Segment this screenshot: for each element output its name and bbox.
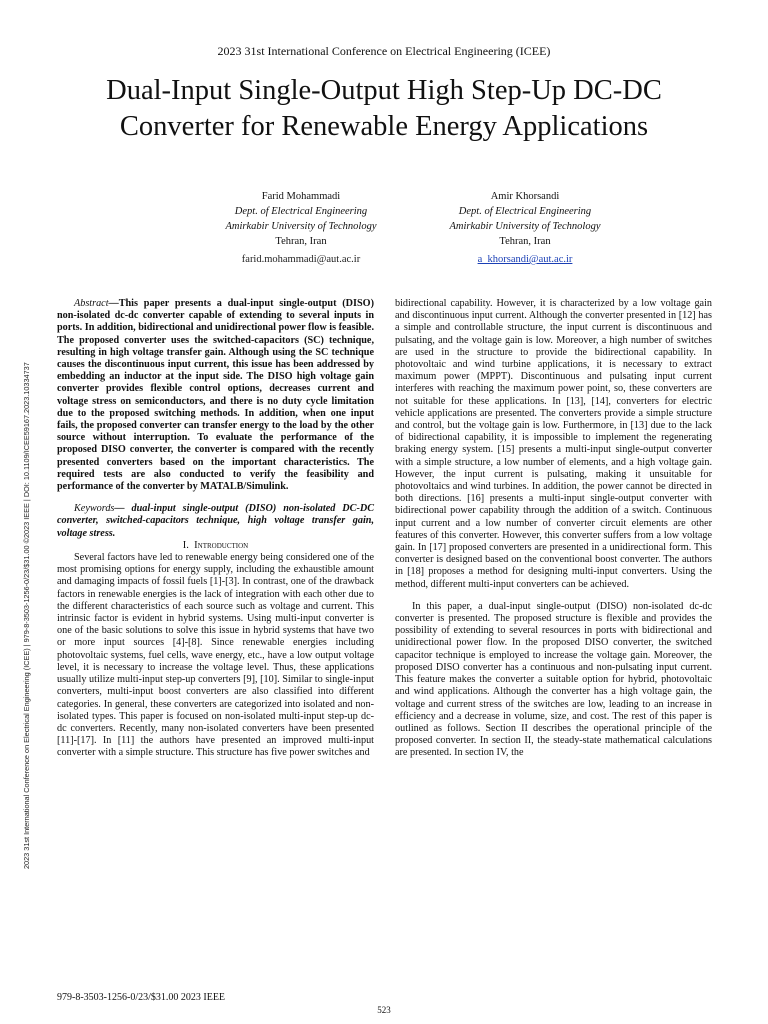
conference-name: 2023 31st International Conference on Electrical Engineering (ICEE): [217, 44, 551, 58]
author-email-link[interactable]: a_khorsandi@aut.ac.ir: [477, 254, 573, 265]
page-number: [0, 1005, 768, 1015]
doi-sidebar-text: 2023 31st International Conference on Electrical Engineering (ICEE) | 979-8-3503-1256-0/23/$31.00 ©2023 IEEE | DOI: 10.1109/ICEE59167.2023.10334737: [22, 362, 31, 869]
intro-paragraph-2: In this paper, a dual-input single-output (DISO) non-isolated dc-dc converter is presented. The proposed structure is flexible and provides the possibility of extending to several resources in ports with bidirectional and unidirectional power flow. In the proposed DISO converter, the switched capacitor technique is employed to increase the voltage gain. Moreover, the proposed DISO converter has a continuous and non-pulsating input current. This feature makes the converter a suitable option for hybrid, photovoltaic and wind applications. Although the converter has a high voltage gain, the voltage and current stress of the switches are low, leading to an increase in efficiency and a decrease in volume, size, and cost. The rest of this paper is outlined as follows. Section II describes the operational principle of the proposed converter. In section II, the steady-state mathematical calculations are presented. In section IV, the: [395, 600, 712, 759]
author-dept: Dept. of Electrical Engineering: [458, 206, 592, 217]
author-city: Tehran, Iran: [275, 236, 327, 247]
abstract-label: Abstract: [74, 298, 109, 309]
left-column: [57, 298, 374, 760]
author-dept: Dept. of Electrical Engineering: [234, 206, 368, 217]
section-title: Introduction: [194, 539, 249, 551]
section-number: I.: [182, 539, 189, 551]
author-name: Farid Mohammadi: [261, 191, 341, 202]
right-column: [395, 298, 712, 760]
intro-paragraph-1: Several factors have led to renewable energy being considered one of the most promising options for energy supply, including the exhaustible amount and damaging impacts of fossil fuels [1]-[3]. In contrast, one of the drawback factors in renewable energies is the lack of integration with each other due to the different characteristics of each source such as voltage and current. This intrinsic factor is evident in hybrid systems. Using multi-input converter is one of the basic solutions to solve this issue in hybrid systems that have two or more input sources [4]-[8]. Since renewable energies including photovoltaic systems, fuel cells, wave energy, etc., have a low output voltage level, it is necessary to increase the voltage level. Thus, these applications usually utilize multi-input step-up converters [9], [10]. Similar to single-input converters, multi-input boost converters are also classified into different categories. In general, these converters are categorized into isolated and non-isolated types. This paper is focused on non-isolated multi-input step-up dc-dc converters. Recently, many non-isolated converters have been presented [11]-[17]. In [11] the authors have presented an improved multi-input converter with a simple structure. This structure has five power switches and: [57, 552, 374, 759]
author-university: Amirkabir University of Technology: [449, 221, 601, 232]
keywords-dash: —: [114, 503, 132, 515]
abstract: [57, 298, 374, 493]
abstract-dash: —: [108, 298, 119, 309]
keywords: [57, 503, 374, 540]
section-heading-introduction: [57, 540, 374, 552]
intro-paragraph-1-continued: bidirectional capability. However, it is characterized by a low voltage gain and discontinuous input current. Although the converter presented in [12] has a simple and controllable structure, the input current is discontinuous and pulsating, and the voltage gain is low. Moreover, a high number of switches are used in the structure to provide the bidirectional capability. In photovoltaic and wind turbine applications, it is necessary to extract maximum power (MPPT). Discontinuous and pulsating input current interferes with reaching the maximum power point, so, these converters are not suitable for these applications. In [13], [14], converters for electric vehicle applications are presented. The converters provide a simple structure and control, but the voltage gain is low. Furthermore, in [13] due to the lack of bidirectional capability, it is impossible to implement the regenerating braking energy system. [15] presents a multi-input single-output converter with a simple structure, a low number of elements, and a high voltage gain. However, the input current is pulsating, making it unsuitable for photovoltaics and wind turbines. In addition, the power cannot be directed in both directions. [16] presents a multi-input single-output converter with bidirectional power capability through the addition of a switch. Continuous input current and a low number of converter circuit elements are other features of this converter. However, this converter suffers from a low voltage gain. In [17] proposed converters are presented in a unidirectional form. This converter is designed based on the conventional boost converter. The authors in [18] proposes a method for designing multi-input converters. Using the method, different multi-input converters can be achieved.: [395, 298, 712, 590]
author-email: farid.mohammadi@aut.ac.ir: [241, 254, 361, 265]
page-number-text: 523: [377, 1005, 391, 1015]
title-line-1: Dual-Input Single-Output High Step-Up DC-DC: [106, 75, 662, 106]
keywords-label: Keywords: [74, 503, 115, 515]
author-block-1: [181, 189, 421, 267]
doi-sidebar: [22, 362, 34, 869]
abstract-body: This paper presents a dual-input single-output (DISO) non-isolated dc-dc converter capable of extending to several inputs in ports. In addition, bidirectional and unidirectional power flow is feasible. The proposed converter uses the switched-capacitors (SC) technique, resulting in high voltage transfer gain. Although using the SC technique causes the discontinuous input current, this issue has been addressed by embedding an inductor at the input side. The DISO high voltage gain converter provides flexible control options, decreases current and voltage stress on semiconductors, and there is no duty cycle limitation due to the proposed switching methods. In addition, when one input fails, the proposed converter can transfer energy to the load by the other source without interruption. To evaluate the performance of the proposed DISO converter, the converter is compared with the recently presented converters based on the important characteristics. The required tests are also conducted to verify the feasibility and performance of the converter by MATALB/Simulink.: [57, 298, 374, 493]
keywords-body: dual-input single-output (DISO) non-isolated DC-DC converter, switched-capacitors technique, high voltage transfer gain, voltage stress.: [57, 503, 375, 539]
footer-copyright-text: 979-8-3503-1256-0/23/$31.00 2023 IEEE: [57, 992, 226, 1003]
author-block-2: [405, 189, 645, 267]
paper-title: [40, 73, 728, 145]
footer-copyright: [57, 992, 225, 1003]
conference-header: [0, 44, 768, 59]
title-line-2: Converter for Renewable Energy Applications: [119, 111, 649, 142]
author-university: Amirkabir University of Technology: [225, 221, 377, 232]
author-name: Amir Khorsandi: [490, 191, 560, 202]
author-city: Tehran, Iran: [499, 236, 551, 247]
